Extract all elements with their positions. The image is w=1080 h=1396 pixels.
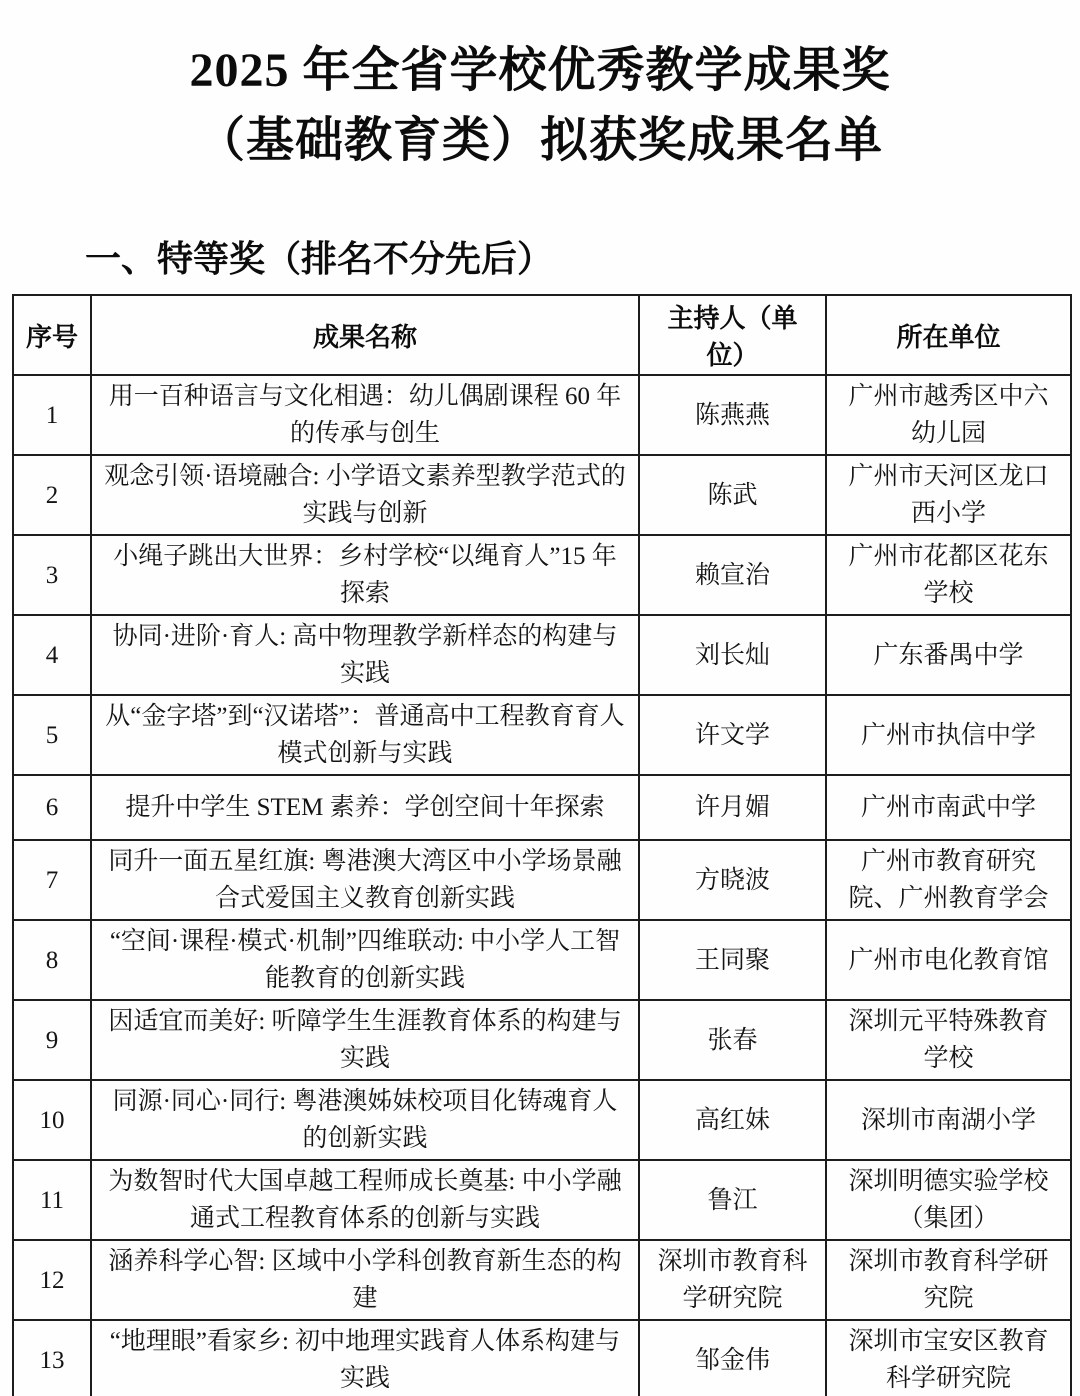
table-row xyxy=(13,920,1071,1000)
cell-organization: 深圳市教育科学研究院 xyxy=(826,1240,1071,1320)
cell-organization: 广东番禺中学 xyxy=(826,615,1071,695)
cell-row-number: 3 xyxy=(13,535,91,615)
table-row xyxy=(13,455,1071,535)
column-header-host: 主持人（单位） xyxy=(639,295,826,375)
cell-achievement-title: 小绳子跳出大世界：乡村学校“以绳育人”15 年探索 xyxy=(91,535,639,615)
cell-row-number: 5 xyxy=(13,695,91,775)
cell-row-number: 10 xyxy=(13,1080,91,1160)
cell-row-number: 6 xyxy=(13,775,91,840)
cell-achievement-title: 为数智时代大国卓越工程师成长奠基: 中小学融通式工程教育体系的创新与实践 xyxy=(91,1160,639,1240)
cell-organization: 深圳市宝安区教育科学研究院 xyxy=(826,1320,1071,1396)
cell-host-name: 邹金伟 xyxy=(639,1320,826,1396)
cell-achievement-title: 因适宜而美好: 听障学生生涯教育体系的构建与实践 xyxy=(91,1000,639,1080)
cell-organization: 深圳明德实验学校（集团） xyxy=(826,1160,1071,1240)
cell-organization: 广州市电化教育馆 xyxy=(826,920,1071,1000)
cell-host-name: 方晓波 xyxy=(639,840,826,920)
cell-organization: 广州市教育研究院、广州教育学会 xyxy=(826,840,1071,920)
cell-organization: 广州市执信中学 xyxy=(826,695,1071,775)
table-row xyxy=(13,775,1071,840)
cell-achievement-title: 涵养科学心智: 区域中小学科创教育新生态的构建 xyxy=(91,1240,639,1320)
cell-row-number: 11 xyxy=(13,1160,91,1240)
cell-host-name: 深圳市教育科学研究院 xyxy=(639,1240,826,1320)
cell-achievement-title: 同源·同心·同行: 粤港澳姊妹校项目化铸魂育人的创新实践 xyxy=(91,1080,639,1160)
cell-row-number: 13 xyxy=(13,1320,91,1396)
column-header-no: 序号 xyxy=(13,295,91,375)
table-row xyxy=(13,1320,1071,1396)
cell-achievement-title: 协同·进阶·育人: 高中物理教学新样态的构建与实践 xyxy=(91,615,639,695)
cell-row-number: 4 xyxy=(13,615,91,695)
table-row xyxy=(13,375,1071,455)
table-row xyxy=(13,1160,1071,1240)
page-title-line1: 2025 年全省学校优秀教学成果奖 xyxy=(189,44,891,97)
cell-achievement-title: 从“金字塔”到“汉诺塔”：普通高中工程教育育人模式创新与实践 xyxy=(91,695,639,775)
cell-host-name: 许文学 xyxy=(639,695,826,775)
cell-row-number: 8 xyxy=(13,920,91,1000)
section-heading-special-prize: 一、特等奖（排名不分先后） xyxy=(85,238,554,279)
cell-achievement-title: 同升一面五星红旗: 粤港澳大湾区中小学场景融合式爱国主义教育创新实践 xyxy=(91,840,639,920)
cell-organization: 深圳元平特殊教育学校 xyxy=(826,1000,1071,1080)
cell-row-number: 7 xyxy=(13,840,91,920)
table-row xyxy=(13,840,1071,920)
cell-row-number: 2 xyxy=(13,455,91,535)
cell-organization: 深圳市南湖小学 xyxy=(826,1080,1071,1160)
cell-host-name: 许月媚 xyxy=(639,775,826,840)
table-row xyxy=(13,1000,1071,1080)
cell-achievement-title: 用一百种语言与文化相遇：幼儿偶剧课程 60 年的传承与创生 xyxy=(91,375,639,455)
cell-achievement-title: 提升中学生 STEM 素养：学创空间十年探索 xyxy=(91,775,639,840)
table-row xyxy=(13,1240,1071,1320)
cell-row-number: 9 xyxy=(13,1000,91,1080)
column-header-title: 成果名称 xyxy=(91,295,639,375)
cell-organization: 广州市天河区龙口西小学 xyxy=(826,455,1071,535)
cell-achievement-title: 观念引领·语境融合: 小学语文素养型教学范式的实践与创新 xyxy=(91,455,639,535)
cell-achievement-title: “空间·课程·模式·机制”四维联动: 中小学人工智能教育的创新实践 xyxy=(91,920,639,1000)
column-header-unit: 所在单位 xyxy=(826,295,1071,375)
cell-row-number: 1 xyxy=(13,375,91,455)
cell-host-name: 赖宣治 xyxy=(639,535,826,615)
page-title xyxy=(20,36,1060,176)
cell-organization: 广州市南武中学 xyxy=(826,775,1071,840)
cell-host-name: 张春 xyxy=(639,1000,826,1080)
table-row xyxy=(13,695,1071,775)
cell-host-name: 王同聚 xyxy=(639,920,826,1000)
table-row xyxy=(13,615,1071,695)
cell-host-name: 高红妹 xyxy=(639,1080,826,1160)
cell-row-number: 12 xyxy=(13,1240,91,1320)
cell-host-name: 陈武 xyxy=(639,455,826,535)
cell-organization: 广州市花都区花东学校 xyxy=(826,535,1071,615)
cell-host-name: 刘长灿 xyxy=(639,615,826,695)
cell-host-name: 陈燕燕 xyxy=(639,375,826,455)
table-row xyxy=(13,1080,1071,1160)
page-title-line2: （基础教育类）拟获奖成果名单 xyxy=(196,114,883,167)
cell-organization: 广州市越秀区中六幼儿园 xyxy=(826,375,1071,455)
cell-host-name: 鲁江 xyxy=(639,1160,826,1240)
table-row xyxy=(13,535,1071,615)
table-header-row xyxy=(13,295,1071,375)
award-results-table xyxy=(12,294,1072,1396)
cell-achievement-title: “地理眼”看家乡: 初中地理实践育人体系构建与实践 xyxy=(91,1320,639,1396)
